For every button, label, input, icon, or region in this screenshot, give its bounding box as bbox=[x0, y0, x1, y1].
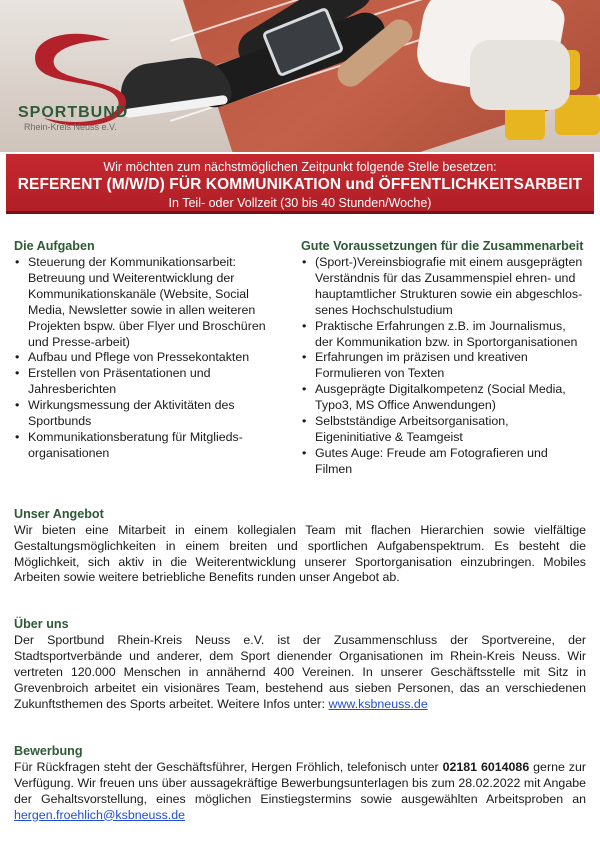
aufgaben-column bbox=[14, 238, 282, 478]
phone-number: 02181 6014086 bbox=[442, 759, 530, 774]
list-item: • Erstellen von Präsentationen und Jahresberichten bbox=[14, 366, 282, 398]
list-item: • Wirkungsmessung der Aktivitäten des Sportbunds bbox=[14, 398, 282, 430]
ueber-heading: Über uns bbox=[14, 617, 69, 632]
logo-subtitle: Rhein-Kreis Neuss e.V. bbox=[24, 122, 117, 132]
job-title: REFERENT (M/W/D) FÜR KOMMUNIKATION und ÖFFENTLICHKEITSARBEIT bbox=[17, 176, 583, 193]
aufgaben-list bbox=[14, 255, 282, 462]
job-content bbox=[14, 238, 586, 823]
voraussetzungen-list bbox=[301, 255, 586, 478]
person-shirt bbox=[470, 40, 570, 110]
list-item: • Ausgeprägte Digitalkompetenz (Social Media, Typo3, MS Office Anwendungen) bbox=[301, 382, 586, 414]
bewerbung-heading: Bewerbung bbox=[14, 743, 83, 758]
angebot-text: Wir bieten eine Mitarbeit in einem kollegialen Team mit flachen Hierarchien sowie vielfältige Gestaltungsmöglichkeiten in einem breiten und sportlichen Aufgabenspektrum. Es besteht die Möglichkeit, sich aktiv in die Weiterentwicklung unserer Sportorganisation einzubringen. Mobiles Arbeiten sowie weitere betriebliche Benefits runden unser Angebot ab. bbox=[14, 522, 586, 585]
list-item: • Kommunikationsberatung für Mitglieds-organisationen bbox=[14, 430, 282, 462]
two-column-section bbox=[14, 238, 586, 478]
job-banner bbox=[6, 154, 594, 214]
list-item: • Gutes Auge: Freude am Fotografieren und Filmen bbox=[301, 446, 586, 478]
list-item: • Praktische Erfahrungen z.B. im Journalismus, der Kommunikation bzw. in Sportorganisationen bbox=[301, 319, 586, 351]
list-item: • (Sport-)Vereinsbiografie mit einem ausgeprägten Verständnis für das Zusammenspiel ehren- und hauptamtlicher Strukturen sowie ein abgeschlos-senes Hochschulstudium bbox=[301, 255, 586, 319]
job-hours: In Teil- oder Vollzeit (30 bis 40 Stunden/Woche) bbox=[168, 196, 432, 210]
bewerbung-section bbox=[14, 743, 586, 824]
bewerbung-text bbox=[14, 760, 586, 824]
voraussetzungen-heading: Gute Voraussetzungen für die Zusammenarbeit bbox=[301, 239, 584, 253]
angebot-heading: Unser Angebot bbox=[14, 506, 104, 521]
email-link[interactable]: hergen.froehlich@ksbneuss.de bbox=[14, 807, 186, 822]
list-item: • Erfahrungen im präzisen und kreativen Formulieren von Texten bbox=[301, 350, 586, 382]
logo-name: SPORTBUND bbox=[18, 104, 129, 121]
list-item: • Selbstständige Arbeitsorganisation, Eigeninitiative & Teamgeist bbox=[301, 414, 586, 446]
voraussetzungen-column bbox=[301, 238, 586, 478]
stadium-seat bbox=[505, 105, 545, 140]
ueber-section bbox=[14, 616, 586, 713]
aufgaben-heading: Die Aufgaben bbox=[14, 239, 95, 253]
list-item: • Aufbau und Pflege von Pressekontakten bbox=[14, 350, 282, 366]
ueber-text bbox=[14, 633, 586, 713]
hero-image bbox=[0, 0, 600, 152]
angebot-section bbox=[14, 506, 586, 587]
bewerbung-body: gerne zur Verfügung. Wir freuen uns über aussagekräftige Bewerbungsunterlagen bis zum 28.02.2022 mit Angabe der Gehaltsvorstellung, eines möglichen Einstiegstermins sowie ausgewählten Arbeitsproben an bbox=[14, 759, 586, 806]
banner-intro: Wir möchten zum nächstmöglichen Zeitpunkt folgende Stelle besetzen: bbox=[103, 160, 497, 174]
ueber-body: Der Sportbund Rhein-Kreis Neuss e.V. ist der Zusammenschluss der Sportvereine, der Stadtsportverbände und anderer, dem Sport dienender Organisationen im Rhein-Kreis Neuss. Wir vertreten 120.000 Menschen in annähernd 400 Vereinen. In unserer Geschäftsstelle mit Sitz in Grevenbroich arbeitet ein visionäres Team, bestehend aus sieben Personen, das an verschiedenen Zukunftsthemen des Sports arbeitet. Weitere Infos unter: bbox=[14, 633, 586, 711]
list-item: • Steuerung der Kommunikationsarbeit: Betreuung und Weiterentwicklung der Kommunikationskanäle (Website, Social Media, Newsletter sowie in allen weiteren Projekten bspw. über Flyer und Broschüren und Presse-arbeit) bbox=[14, 255, 282, 350]
website-link[interactable]: www.ksbneuss.de bbox=[328, 696, 428, 711]
bewerbung-intro: Für Rückfragen steht der Geschäftsführer, Hergen Fröhlich, telefonisch unter bbox=[14, 759, 439, 774]
